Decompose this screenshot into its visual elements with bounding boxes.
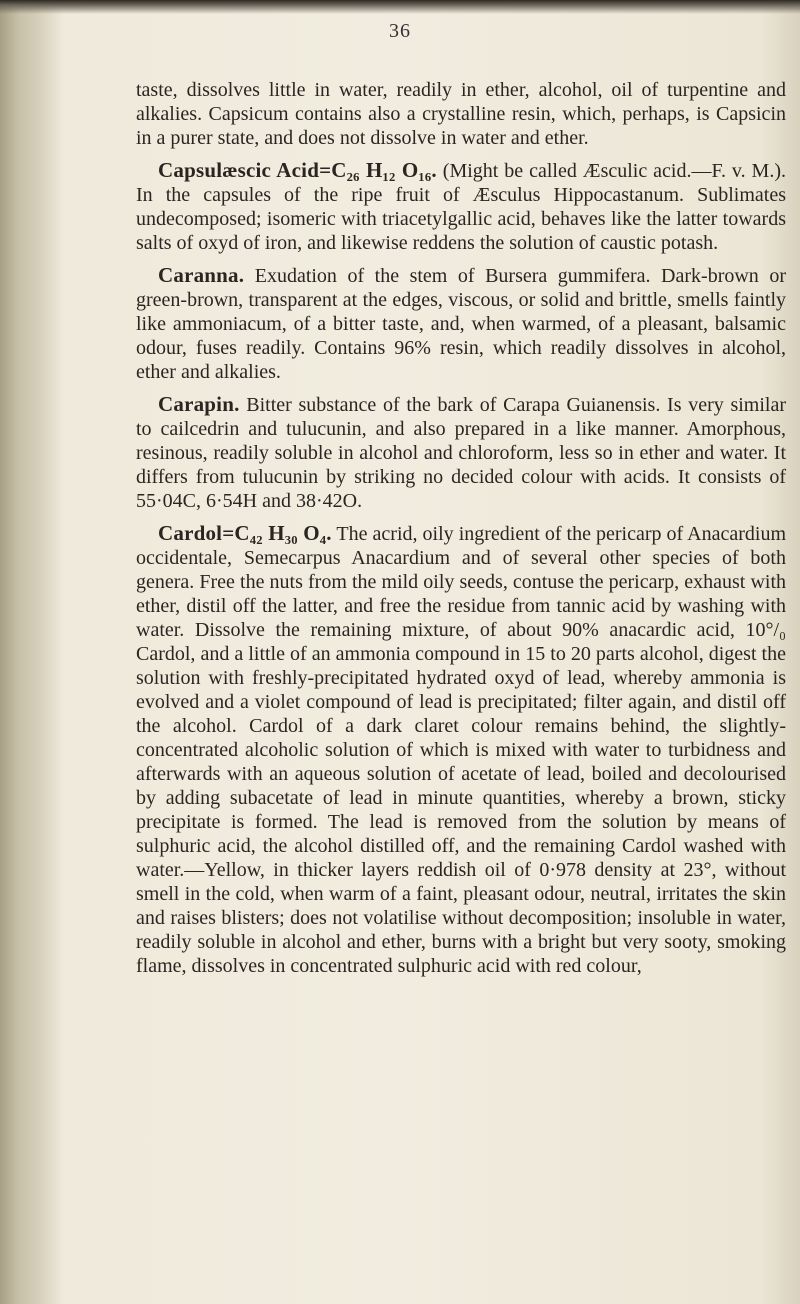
entry-headword: Carapin. [158,392,240,416]
page-spine-shadow [0,0,64,1304]
entry-text: taste, dissolves little in water, readily in ether, alcohol, oil of turpentine and alkalies. Capsicum contains also a crystalline resin, which, perhaps, is Capsicin in a purer state, and does not dissolve in water and ether. [136,79,786,149]
entry-caranna [136,263,786,384]
entry-capsulaescic-acid [136,158,786,255]
entry-carapin [136,392,786,513]
page-top-shadow [0,0,800,14]
entry-cardol [136,521,786,978]
entry-text: Exudation of the stem of Bursera gummifera. Dark-brown or green-brown, transparent at the edges, viscous, or solid and brittle, smells faintly like ammoniacum, of a bitter taste, and, when warmed, of a pleasant, balsamic odour, fuses readily. Contains 96% resin, which readily dissolves in alcohol, ether and alkalies. [136,265,786,383]
entry-text: (Might be called Æsculic acid.—F. v. M.). In the capsules of the ripe fruit of Æsculus Hippocastanum. Sublimates undecomposed; isomeric with triacetylgallic acid, behaves like the latter towards salts of oxyd of iron, and likewise reddens the solution of caustic potash. [136,160,787,254]
entry-headword: Capsulæscic Acid=C₂₆ H₁₂ O₁₆. [158,158,437,182]
entry-text: The acrid, oily ingredient of the pericarp of Anacardium occidentale, Semecarpus Anacardium and of several other species of both genera. Free the nuts from the mild oily seeds, contuse the pericarp, exhaust with ether, distil off the latter, and free the residue from tannic acid by washing with water. Dissolve the remaining mixture, of about 90% anacardic acid, 10°/₀ Cardol, and a little of an ammonia compound in 15 to 20 parts alcohol, digest the solution with freshly-precipitated hydrated oxyd of lead, whereby ammonia is evolved and a violet compound of lead is precipitated; filter again, and distil off the alcohol. Cardol of a dark claret colour remains behind, the slightly-concentrated alcoholic solution of which is mixed with water to turbidness and afterwards with an aqueous solution of acetate of lead, boiled and decolourised by adding subacetate of lead in minute quantities, whereby a brown, sticky precipitate is formed. The lead is removed from the solution by means of sulphuric acid, the alcohol distilled off, and the remaining Cardol washed with water.—Yellow, in thicker layers reddish oil of 0·978 density at 23°, without smell in the cold, when warm of a faint, pleasant odour, neutral, irritates the skin and raises blisters; does not volatilise without decomposition; insoluble in water, readily soluble in alcohol and ether, burns with a bright but very sooty, smoking flame, dissolves in concentrated sulphuric acid with red colour, [136,523,786,977]
page-body [136,78,786,978]
entry-continuation [136,78,786,150]
entry-headword: Caranna. [158,263,245,287]
entry-headword: Cardol=C₄₂ H₃₀ O₄. [158,521,332,545]
entry-text: Bitter substance of the bark of Carapa Guianensis. Is very similar to cailcedrin and tulucunin, and also prepared in a like manner. Amorphous, resinous, readily soluble in alcohol and chloroform, less so in ether and water. It differs from tulucunin by striking no decided colour with acids. It consists of 55·04C, 6·54H and 38·42O. [136,394,786,512]
page-number: 36 [389,20,411,42]
